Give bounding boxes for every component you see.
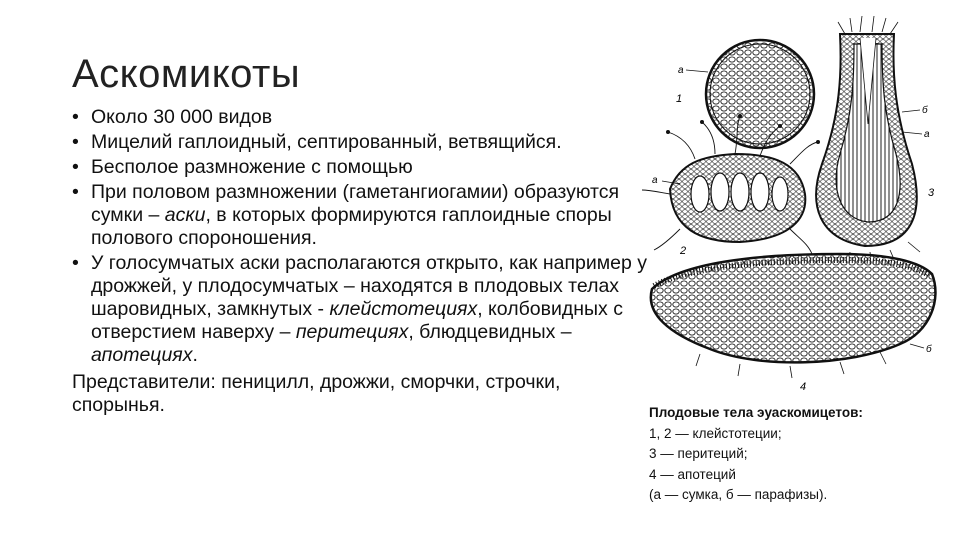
label-a-2: а <box>652 175 658 186</box>
caption-line: 3 — перитеций; <box>649 446 748 461</box>
label-b-3: б <box>922 105 928 116</box>
italic-term: клейстотециях <box>329 298 478 320</box>
slide-title: Аскомикоты <box>72 52 301 96</box>
label-a-1: а <box>678 65 684 76</box>
bullet-list <box>72 106 652 367</box>
label-1: 1 <box>676 93 683 105</box>
fruiting-bodies-illustration <box>640 14 950 394</box>
bullet-item: • Около 30 000 видов <box>72 106 652 129</box>
italic-term: аски <box>164 204 206 226</box>
representatives-text: Представители: пеницилл, дрожжи, сморчки, строчки, спорынья. <box>72 371 561 416</box>
slide-body <box>72 106 652 417</box>
bullet-item: • У голосумчатых аски располагаются открыто, как например у дрожжей, у плодосумчатых – находятся в плодовых телах шаровидных, замкнутых - клейстотециях, колбовидных с отверстием наверху – перитециях, блюдцевидных – апотециях. <box>72 252 652 367</box>
bullet-item: • При половом размножении (гаметангиогамии) образуются сумки – аски, в которых формируются гаплоидные споры полового спороношения. <box>72 181 652 250</box>
bullet-item: • Бесполое размножение с помощью <box>72 156 652 179</box>
bullet-item: • Мицелий гаплоидный, септированный, ветвящийся. <box>72 131 652 154</box>
apothecium <box>651 254 936 378</box>
label-4: 4 <box>800 381 807 393</box>
label-a-3: а <box>924 129 930 140</box>
caption-line: 1, 2 — клейстотеции; <box>649 425 782 441</box>
label-b-4: б <box>926 344 932 355</box>
figure-caption <box>649 403 949 506</box>
perithecium <box>816 16 920 268</box>
cleistothecium-sphere <box>706 40 814 148</box>
caption-line: (а — сумка, б — парафизы). <box>649 487 828 502</box>
label-3: 3 <box>928 187 935 199</box>
italic-term: апотециях <box>91 344 193 366</box>
italic-term: перитециях <box>295 321 409 343</box>
label-2: 2 <box>680 245 687 257</box>
caption-line: 4 — апотеций <box>649 466 736 482</box>
caption-title: Плодовые тела эуаскомицетов: <box>649 405 863 420</box>
